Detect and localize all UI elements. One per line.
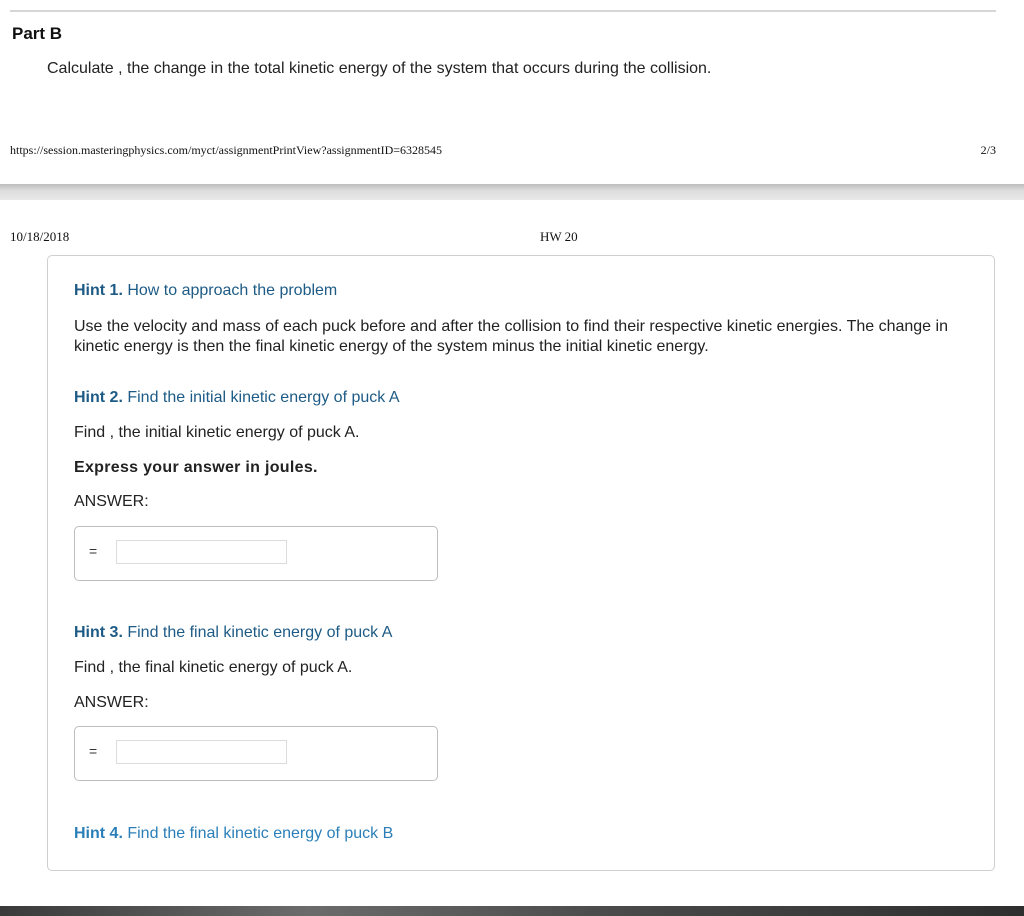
header-title: HW 20	[540, 229, 578, 244]
header-date: 10/18/2018	[10, 229, 70, 244]
hints-panel	[47, 255, 995, 871]
equals-sign: =	[89, 543, 98, 559]
page-one-bottom	[0, 0, 1024, 184]
hint-2-answer-box	[74, 526, 438, 581]
hint-2-instruction: Express your answer in joules.	[74, 459, 318, 476]
hint-3-answer-input[interactable]	[116, 740, 287, 764]
hint-4-number: Hint 4.	[74, 825, 123, 842]
hint-1-number: Hint 1.	[74, 282, 123, 299]
hint-2-answer-label: ANSWER:	[74, 493, 149, 510]
footer-page-number: 2/3	[980, 143, 996, 157]
hint-3-answer-box	[74, 726, 438, 781]
divider	[10, 10, 996, 12]
hint-1-body: Use the velocity and mass of each puck before and after the collision to find their respective kinetic energies. The change in kinetic energy is then the final kinetic energy of the system minus the initial kinetic energy.	[74, 318, 948, 355]
hint-2-prompt: Find , the initial kinetic energy of puck A.	[74, 424, 360, 441]
hint-3-prompt: Find , the final kinetic energy of puck A.	[74, 659, 353, 676]
hint-2-answer-input[interactable]	[116, 540, 287, 564]
hint-3-heading[interactable]	[74, 624, 392, 642]
equals-sign: =	[89, 743, 98, 759]
hint-2-number: Hint 2.	[74, 389, 123, 406]
hint-2-title: Find the initial kinetic energy of puck A	[127, 389, 400, 406]
page-separator	[0, 184, 1024, 200]
hint-2-heading[interactable]	[74, 389, 400, 407]
window-bottom-edge	[0, 906, 1024, 916]
part-title: Part B	[12, 24, 63, 43]
hint-4-title: Find the final kinetic energy of puck B	[127, 825, 394, 842]
hint-4-heading[interactable]	[74, 825, 393, 843]
hint-1-title: How to approach the problem	[127, 282, 338, 299]
page-two-top	[0, 200, 1024, 906]
hint-3-title: Find the final kinetic energy of puck A	[127, 624, 393, 641]
question-text: Calculate , the change in the total kinetic energy of the system that occurs during the collision.	[47, 60, 712, 77]
hint-3-answer-label: ANSWER:	[74, 694, 149, 711]
footer-url: https://session.masteringphysics.com/myct/assignmentPrintView?assignmentID=6328545	[10, 143, 443, 157]
hint-3-number: Hint 3.	[74, 624, 123, 641]
hint-1-heading[interactable]	[74, 282, 337, 300]
